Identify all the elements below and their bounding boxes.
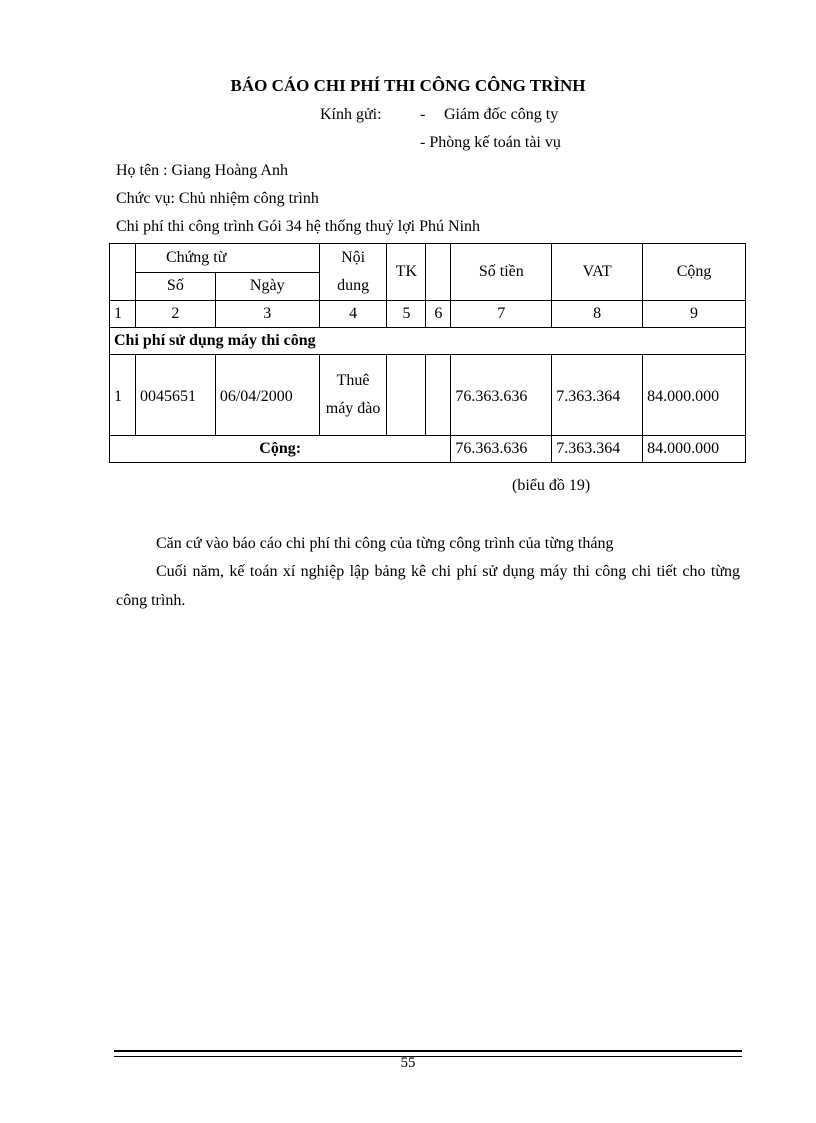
col-number: 7 — [451, 301, 552, 328]
column-number-row — [110, 301, 746, 328]
row-vat: 7.363.364 — [552, 355, 643, 436]
header-stt-cell — [110, 244, 136, 301]
header-so-tien: Số tiền — [451, 244, 552, 301]
name-line — [116, 162, 288, 180]
header-noi-dung: Nội dung — [319, 244, 387, 301]
header-tk: TK — [387, 244, 426, 301]
row-so: 0045651 — [135, 355, 215, 436]
chart-reference-note: (biểu đồ 19) — [512, 477, 591, 494]
row-ngay: 06/04/2000 — [215, 355, 319, 436]
header-cong: Cộng — [643, 244, 746, 301]
name-label: Họ tên : — [116, 162, 168, 179]
section-row — [110, 328, 746, 355]
header-so: Số — [135, 272, 215, 301]
total-cong: 84.000.000 — [643, 436, 746, 463]
row-so-tien: 76.363.636 — [451, 355, 552, 436]
col-number: 1 — [110, 301, 136, 328]
col-number: 9 — [643, 301, 746, 328]
cost-report-table — [109, 243, 746, 463]
col-number: 5 — [387, 301, 426, 328]
col-number: 8 — [552, 301, 643, 328]
col-number: 6 — [426, 301, 451, 328]
table-row — [110, 355, 746, 436]
total-label: Cộng: — [110, 436, 451, 463]
position-line — [116, 190, 319, 208]
total-vat: 7.363.364 — [552, 436, 643, 463]
header-ngay: Ngày — [215, 272, 319, 301]
paragraph-1: Căn cứ vào báo cáo chi phí thi công của từng công trình của từng tháng — [156, 535, 614, 552]
total-row — [110, 436, 746, 463]
row-col6 — [426, 355, 451, 436]
addressee-director: Giám đốc công ty — [444, 106, 559, 123]
page-number: 55 — [400, 1055, 416, 1071]
header-row-1 — [110, 244, 746, 273]
addressee-line-1 — [320, 106, 558, 124]
header-col6-cell — [426, 244, 451, 301]
report-title: BÁO CÁO CHI PHÍ THI CÔNG CÔNG TRÌNH — [230, 76, 586, 95]
col-number: 4 — [319, 301, 387, 328]
row-stt: 1 — [110, 355, 136, 436]
row-noi-dung: Thuê máy đào — [319, 355, 387, 436]
paragraph-2: Cuối năm, kế toán xí nghiệp lập bảng kê chi phí sử dụng máy thi công chi tiết cho từng công trình. — [116, 563, 740, 609]
addressee-dash: - — [420, 106, 426, 123]
section-title: Chi phí sử dụng máy thi công — [110, 328, 746, 355]
row-cong: 84.000.000 — [643, 355, 746, 436]
total-so-tien: 76.363.636 — [451, 436, 552, 463]
col-number: 2 — [135, 301, 215, 328]
addressee-label: Kính gửi: — [320, 106, 382, 123]
row-tk — [387, 355, 426, 436]
project-line: Chi phí thi công trình Gói 34 hệ thống thuỷ lợi Phú Ninh — [116, 218, 481, 235]
col-number: 3 — [215, 301, 319, 328]
header-chung-tu: Chứng từ — [135, 244, 319, 273]
name-value: Giang Hoàng Anh — [171, 162, 288, 179]
addressee-line-2: - Phòng kế toán tài vụ — [420, 134, 561, 151]
header-vat: VAT — [552, 244, 643, 301]
position-label: Chức vụ: — [116, 190, 175, 207]
position-value: Chủ nhiệm công trình — [178, 190, 319, 207]
